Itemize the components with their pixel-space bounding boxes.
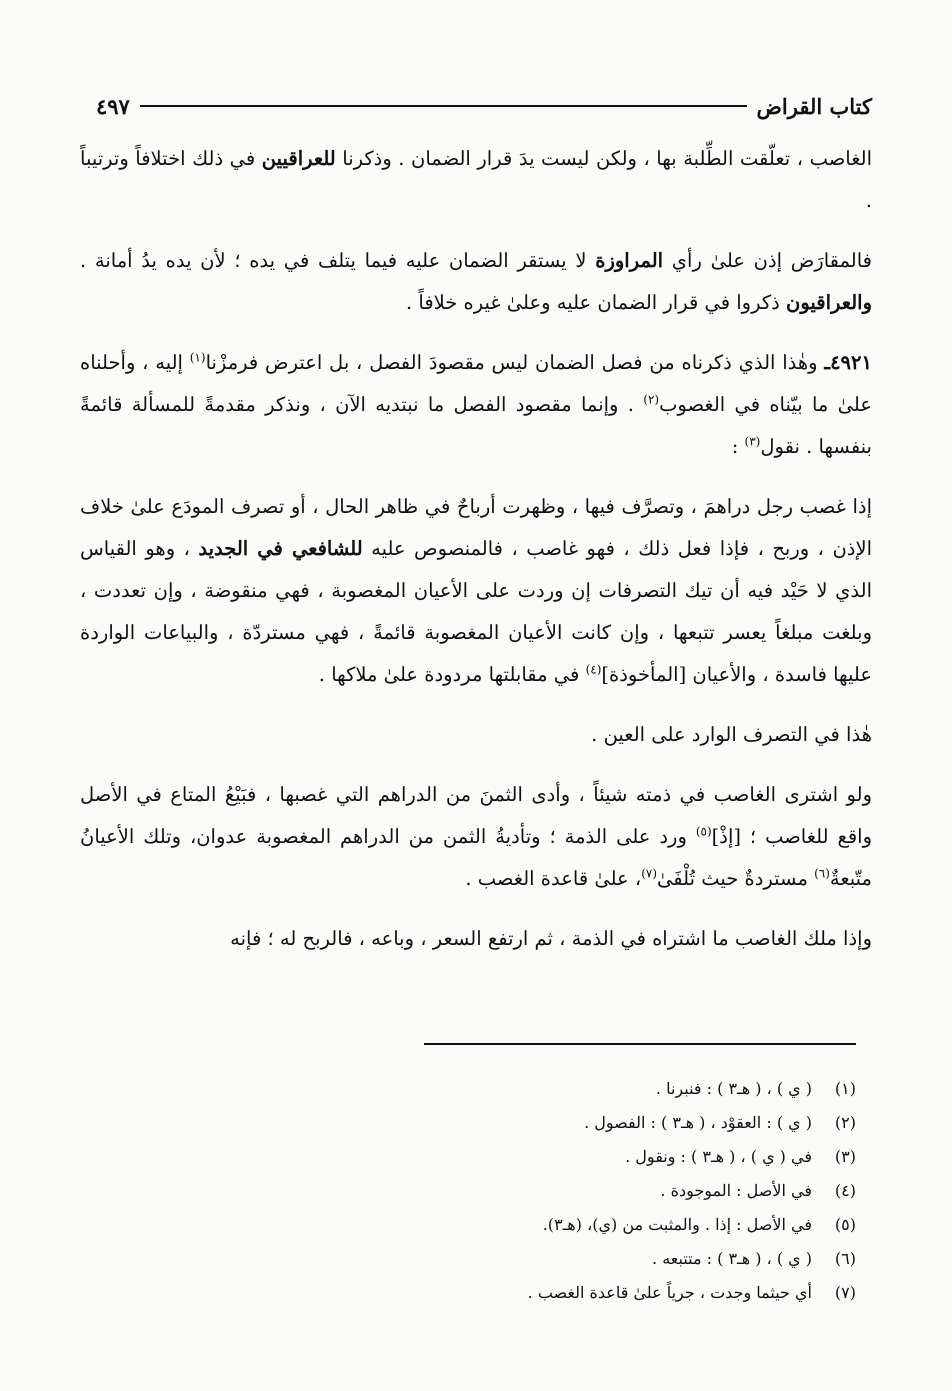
text-run: إليه ، وأحلناه علىٰ ما بيّناه في الغصوب (80, 351, 872, 416)
paragraph-3 (80, 342, 872, 468)
footnote-ref: (٦) (814, 866, 830, 881)
paragraph-7: وإذا ملك الغاصب ما اشتراه في الذمة ، ثم ارتفع السعر ، وباعه ، فالربح له ؛ فإنه (230, 927, 872, 950)
section-number: ٤٩٢١ـ (824, 351, 872, 374)
text-run: ورد على الذمة ؛ وتأديةُ الثمن من الدراهم المغصوبة عدوان، وتلك الأعيانُ متّبعةٌ (80, 825, 872, 890)
text-run: إذا غصب رجل دراهمَ ، وتصرَّف فيها ، وظهرت أرباحٌ في ظاهر الحال ، أو تصرف المودَع علىٰ خلاف الإذن ، وربح ، فإذا فعل ذلك ، فهو غاصب ، فالمنصوص عليه (80, 495, 872, 560)
header-rule (140, 105, 747, 107)
footnote-ref: (٣) (744, 434, 761, 449)
footnote (296, 1140, 856, 1174)
footnote-text: ( ي ) ، ( هـ٣ ) : متتبعه . (652, 1249, 812, 1268)
footnote-text: في ( ي ) ، ( هـ٣ ) : ونقول . (625, 1147, 812, 1166)
paragraph-5: هٰذا في التصرف الوارد على العين . (591, 723, 872, 746)
text-run: فالمقارَض إذن علىٰ رأي (663, 249, 873, 272)
footnote (296, 1242, 856, 1276)
page-number: ٤٩٧ (96, 93, 130, 119)
text-run: في مقابلتها مردودة علىٰ ملاكها . (318, 663, 586, 686)
paragraph-4 (80, 486, 872, 696)
text-run: الغاصب ، تعلّقت الطِّلبة بها ، ولكن ليست يدَ قرار الضمان . وذكرنا (335, 147, 872, 170)
text-run: لا يستقر الضمان عليه فيما يتلف في يده ؛ لأن يده يدُ أمانة . (80, 249, 596, 272)
footnote-number: (٦) (834, 1249, 856, 1268)
footnote-number: (٣) (834, 1147, 856, 1166)
paragraph-2 (80, 240, 872, 324)
footnote-separator (424, 1043, 856, 1045)
bold-term: والعراقيون (786, 291, 872, 314)
text-run: في ذلك اختلافاً وترتيباً . (80, 147, 872, 212)
footnotes (296, 1072, 856, 1310)
footnote-ref: (١) (189, 350, 206, 365)
bold-term: المراوزة (595, 249, 664, 272)
text-run: : (731, 435, 745, 458)
main-text (80, 138, 872, 978)
footnote-number: (٥) (834, 1215, 856, 1234)
footnote (296, 1106, 856, 1140)
footnote (296, 1208, 856, 1242)
footnote-number: (١) (834, 1079, 856, 1098)
paragraph-6 (80, 774, 872, 900)
text-run: وهٰذا الذي ذكرناه من فصل الضمان ليس مقصودَ الفصل ، بل اعترض فرمزْنا (205, 351, 825, 374)
footnote-text: في الأصل : الموجودة . (660, 1181, 812, 1200)
text-run: مستردةٌ حيث تُلْفَىٰ (657, 867, 815, 890)
book-title: كتاب القراض (756, 93, 872, 119)
footnote-text: ( ي ) : العقوْد ، ( هـ٣ ) : الفصول . (584, 1113, 812, 1132)
text-run: ، وهو القياس الذي لا حَيْد فيه أن تيك التصرفات إن وردت على الأعيان المغصوبة ، فهي منقوضة ، وإن تعددت ، وبلغت مبلغاً يعسر تتبعها ، وإن كانت الأعيان المغصوبة قائمةً ، فهي مستردّة ، والبياعات الواردة عليها فاسدة ، والأعيان [المأخوذة] (80, 537, 872, 686)
text-run: ذكروا في قرار الضمان عليه وعلىٰ غيره خلافاً . (405, 291, 787, 314)
footnote (296, 1174, 856, 1208)
footnote-text: ( ي ) ، ( هـ٣ ) : فنبرنا . (655, 1079, 812, 1098)
footnote-text: في الأصل : إذا . والمثبت من (ي)، (هـ٣). (542, 1215, 812, 1234)
footnote-ref: (٤) (585, 662, 602, 677)
bold-term: للعراقيين (261, 147, 336, 170)
footnote-ref: (٥) (695, 824, 712, 839)
text-run: ، علىٰ قاعدة الغصب . (465, 867, 642, 890)
footnote-number: (٤) (834, 1181, 856, 1200)
footnote-number: (٢) (834, 1113, 856, 1132)
footnote-text: أي حيثما وجدت ، جرياً علىٰ قاعدة الغصب . (527, 1283, 812, 1302)
footnote-ref: (٢) (643, 392, 660, 407)
bold-term: للشافعي في الجديد (198, 537, 363, 560)
paragraph-1 (80, 138, 872, 222)
running-header (96, 86, 872, 126)
text-run: ولو اشترى الغاصب في ذمته شيئاً ، وأدى الثمنَ من الدراهم التي غصبها ، فبَيْعُ المتاع في الأصل واقع للغاصب ؛ [إذْ] (80, 783, 872, 848)
footnote (296, 1276, 856, 1310)
footnote (296, 1072, 856, 1106)
text-run: . وإنما مقصود الفصل ما نبتديه الآن ، ونذكر مقدمةً للمسألة قائمةً بنفسها . نقول (80, 393, 872, 458)
footnote-number: (٧) (834, 1283, 856, 1302)
footnote-ref: (٧) (641, 866, 658, 881)
